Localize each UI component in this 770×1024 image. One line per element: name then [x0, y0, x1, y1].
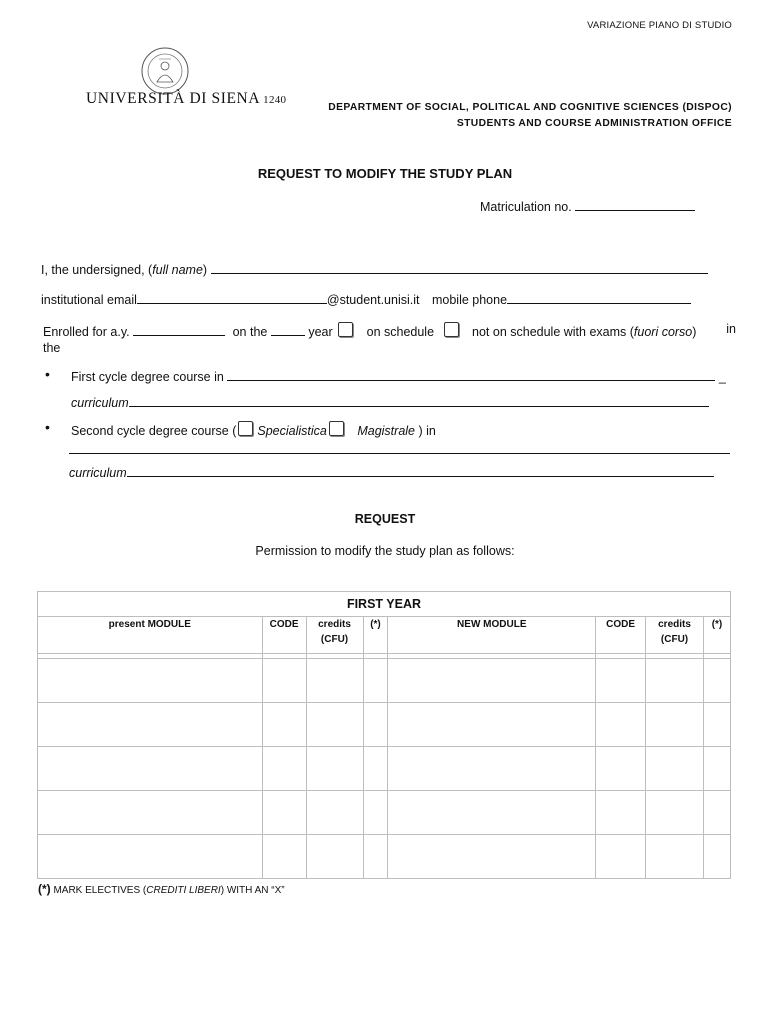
- footnote-italic: CREDITI LIBERI: [146, 885, 221, 896]
- table-cell[interactable]: [38, 835, 263, 879]
- year-heading: FIRST YEAR: [38, 592, 731, 617]
- table-cell[interactable]: [388, 791, 596, 835]
- table-cell[interactable]: [703, 835, 730, 879]
- university-seal-icon: [140, 46, 190, 96]
- mobile-label: mobile phone: [431, 293, 508, 307]
- bullet-icon: •: [45, 366, 50, 382]
- table-cell[interactable]: [38, 791, 263, 835]
- enrolled-label: Enrolled for a.y.: [43, 325, 130, 339]
- table-cell[interactable]: [646, 659, 704, 703]
- email-field[interactable]: [137, 291, 327, 304]
- email-domain: @student.unisi.it: [326, 293, 420, 307]
- table-cell[interactable]: [306, 791, 363, 835]
- table-cell[interactable]: [388, 659, 596, 703]
- credits-label: credits: [318, 619, 351, 630]
- table-cell[interactable]: [306, 703, 363, 747]
- footnote: [38, 882, 285, 896]
- undersigned-prefix: I, the undersigned, (: [41, 263, 153, 277]
- table-cell[interactable]: [363, 659, 388, 703]
- table-cell[interactable]: [388, 747, 596, 791]
- study-plan-table: [37, 591, 731, 879]
- mobile-field[interactable]: [507, 291, 691, 304]
- table-cell[interactable]: [38, 659, 263, 703]
- table-cell[interactable]: [646, 835, 704, 879]
- request-subtitle: Permission to modify the study plan as follows:: [255, 544, 515, 558]
- magistrale-label: Magistrale: [357, 424, 416, 438]
- curriculum-row-1: [71, 394, 709, 410]
- table-cell[interactable]: [703, 703, 730, 747]
- department-block: [328, 100, 732, 132]
- credits-header: [306, 617, 363, 654]
- full-name-italic: full name: [152, 263, 203, 277]
- checkbox-icon[interactable]: [238, 421, 253, 436]
- table-row: [38, 747, 731, 791]
- mark-header: (*): [363, 617, 388, 654]
- footnote-mark: (*): [38, 882, 51, 896]
- table-cell[interactable]: [38, 703, 263, 747]
- matriculation-label: Matriculation no.: [480, 200, 572, 214]
- page-title: REQUEST TO MODIFY THE STUDY PLAN: [257, 166, 513, 181]
- table-cell[interactable]: [363, 835, 388, 879]
- full-name-row: [41, 261, 708, 277]
- table-cell[interactable]: [306, 659, 363, 703]
- first-cycle-field[interactable]: [227, 368, 715, 381]
- table-cell[interactable]: [596, 791, 646, 835]
- matriculation-row: [480, 198, 695, 214]
- department-line-1: DEPARTMENT OF SOCIAL, POLITICAL AND COGNITIVE SCIENCES (DISPOC): [328, 102, 732, 113]
- first-cycle-row: [71, 368, 726, 384]
- table-cell[interactable]: [363, 791, 388, 835]
- second-cycle-field[interactable]: [69, 453, 730, 454]
- cfu-label: (CFU): [660, 634, 689, 645]
- curriculum-label: curriculum: [71, 396, 129, 410]
- curriculum-row-2: [69, 464, 714, 480]
- second-cycle-suffix: ) in: [418, 424, 436, 438]
- full-name-field[interactable]: [211, 261, 708, 274]
- table-cell[interactable]: [646, 747, 704, 791]
- curriculum-label: curriculum: [69, 466, 127, 480]
- department-line-2: STUDENTS AND COURSE ADMINISTRATION OFFICE: [456, 118, 732, 129]
- table-cell[interactable]: [262, 703, 306, 747]
- table-cell[interactable]: [388, 835, 596, 879]
- table-cell[interactable]: [306, 835, 363, 879]
- table-cell[interactable]: [703, 791, 730, 835]
- table-cell[interactable]: [38, 747, 263, 791]
- university-label: UNIVERSITÀ DI SIENA: [86, 90, 261, 107]
- footnote-suffix: ) WITH AN “X”: [220, 885, 285, 896]
- checkbox-icon[interactable]: [338, 322, 353, 337]
- second-cycle-row: [71, 421, 436, 438]
- new-module-header: NEW MODULE: [388, 617, 596, 654]
- not-on-schedule-suffix: ): [692, 325, 697, 339]
- first-cycle-label: First cycle degree course in: [71, 370, 224, 384]
- underscore-tail: _: [718, 370, 726, 384]
- fuori-corso-italic: fuori corso: [633, 325, 693, 339]
- top-label: VARIAZIONE PIANO DI STUDIO: [587, 20, 732, 31]
- table-cell[interactable]: [262, 835, 306, 879]
- undersigned-suffix: ): [202, 263, 208, 277]
- table-cell[interactable]: [596, 659, 646, 703]
- table-cell[interactable]: [596, 835, 646, 879]
- request-heading: REQUEST: [354, 512, 416, 526]
- table-cell[interactable]: [703, 659, 730, 703]
- the-label: the: [43, 341, 61, 355]
- bullet-icon: •: [45, 419, 50, 435]
- table-row: [38, 835, 731, 879]
- not-on-schedule-prefix: not on schedule with exams (: [472, 325, 634, 339]
- checkbox-icon[interactable]: [329, 421, 344, 436]
- in-label: in: [726, 322, 736, 336]
- academic-year-field[interactable]: [133, 323, 225, 336]
- checkbox-icon[interactable]: [444, 322, 459, 337]
- email-label: institutional email: [41, 293, 137, 307]
- table-cell[interactable]: [363, 703, 388, 747]
- footnote-prefix: MARK ELECTIVES (: [50, 885, 147, 896]
- table-cell[interactable]: [262, 747, 306, 791]
- table-cell[interactable]: [363, 747, 388, 791]
- email-row: [41, 291, 691, 307]
- table-cell[interactable]: [596, 747, 646, 791]
- enrolled-row: [43, 322, 738, 339]
- table-cell[interactable]: [262, 791, 306, 835]
- code-header: CODE: [262, 617, 306, 654]
- table-row: [38, 791, 731, 835]
- table-cell[interactable]: [646, 703, 704, 747]
- credits-label: credits: [658, 619, 691, 630]
- curriculum-field-2[interactable]: [127, 464, 714, 477]
- table-row: [38, 659, 731, 703]
- curriculum-field-1[interactable]: [129, 394, 709, 407]
- second-cycle-prefix: Second cycle degree course (: [71, 424, 237, 438]
- table-cell[interactable]: [703, 747, 730, 791]
- mark-header-2: (*): [703, 617, 730, 654]
- on-the-label: on the: [232, 325, 268, 339]
- year-field[interactable]: [271, 323, 305, 336]
- table-cell[interactable]: [646, 791, 704, 835]
- specialistica-label: Specialistica: [257, 424, 327, 438]
- university-year: 1240: [263, 94, 287, 106]
- year-label: year: [308, 325, 333, 339]
- table-cell[interactable]: [262, 659, 306, 703]
- code-header-2: CODE: [596, 617, 646, 654]
- table-cell[interactable]: [306, 747, 363, 791]
- credits-header-2: [646, 617, 704, 654]
- on-schedule-label: on schedule: [366, 325, 435, 339]
- table-cell[interactable]: [596, 703, 646, 747]
- table-row: [38, 703, 731, 747]
- cfu-label: (CFU): [320, 634, 349, 645]
- matriculation-field[interactable]: [575, 198, 695, 211]
- present-module-header: present MODULE: [38, 617, 263, 654]
- table-cell[interactable]: [388, 703, 596, 747]
- university-name: [86, 90, 286, 108]
